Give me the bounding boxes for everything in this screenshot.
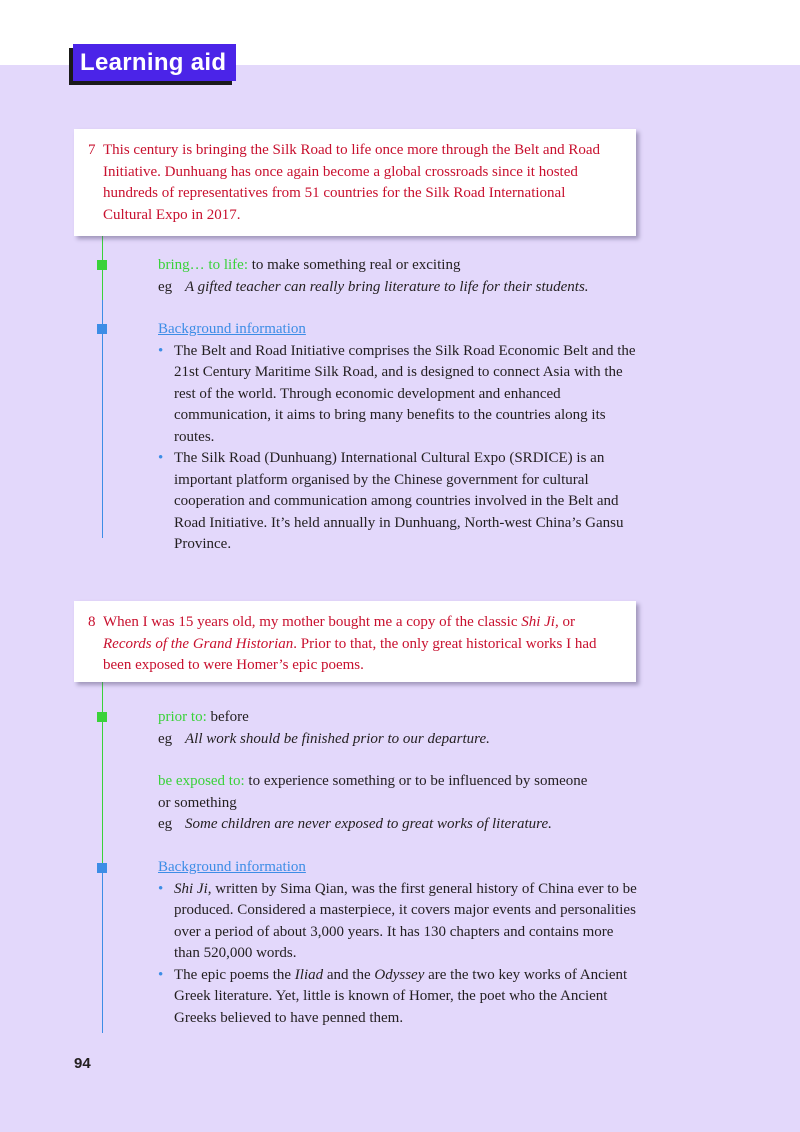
bullet-text-italic: Odyssey xyxy=(374,966,425,983)
bullet-text: The Silk Road (Dunhuang) International Cultural Expo (SRDICE) is an important platform organised by the Chinese government for cultural cooperation and communication among countries involved in the Belt and Road Initiative. It’s held annually in Dunhuang, North-west China’s Gansu Province. xyxy=(174,450,624,552)
section8-vocab-marker xyxy=(97,712,107,722)
vocab-example xyxy=(158,277,648,299)
bullet-text: are the two key works of Ancient Greek literature. Yet, little is known of Homer, the poet who the Ancient Greeks believed to have penned them. xyxy=(174,966,628,1026)
bullet-text-italic: Shi Ji xyxy=(174,880,208,897)
section8-background-info xyxy=(158,857,643,1029)
bullet-dot-icon: • xyxy=(158,450,164,466)
section8-info-marker xyxy=(97,863,107,873)
example-text: All work should be finished prior to our departure. xyxy=(185,730,490,747)
background-info-heading: Background information xyxy=(158,321,306,337)
section7-info-marker xyxy=(97,324,107,334)
section7-sentence-card xyxy=(74,129,636,236)
background-bullet xyxy=(158,341,643,449)
vocab-entry xyxy=(158,707,648,729)
bullet-dot-icon: • xyxy=(158,966,164,983)
bullet-text: The Belt and Road Initiative comprises the Silk Road Economic Belt and the 21st Century Maritime Silk Road, and is designed to connect Asia with the rest of the world. Through economic development and enhanced communication, it aims to bring many benefits to the countries along its routes. xyxy=(174,342,636,445)
background-bullet xyxy=(158,448,643,556)
bullet-text: , written by Sima Qian, was the first general history of China ever to be produced. Considered a masterpiece, it covers major events and personalities over a period of about 3,000 years. It has 130 chapters and contains more than 520,000 words. xyxy=(174,880,637,961)
sentence-part: . Prior to that, the only great historical works I had been exposed to were Homer’s epic poems. xyxy=(103,635,597,673)
background-bullets xyxy=(158,879,643,1030)
background-info-heading: Background information xyxy=(158,859,306,875)
vocab-definition: to make something real or exciting xyxy=(248,257,461,273)
section7-vocab-marker xyxy=(97,260,107,270)
example-text: Some children are never exposed to great works of literature. xyxy=(185,816,552,832)
section8-vocab-prior-to xyxy=(158,707,648,750)
eg-label: eg xyxy=(158,730,173,747)
vocab-entry xyxy=(158,771,598,814)
vocab-definition: before xyxy=(206,709,249,725)
section8-green-line xyxy=(102,681,103,863)
vocab-example xyxy=(158,814,648,836)
section7-sentence: This century is bringing the Silk Road to life once more through the Belt and Road Initiative. Dunhuang has once again become a global crossroads since it hosted hundreds of representatives from 51 countries for the Silk Road International Cultural Expo in 2017. xyxy=(103,142,600,223)
section8-blue-line xyxy=(102,863,103,1033)
eg-label: eg xyxy=(158,278,173,295)
vocab-example xyxy=(158,729,648,751)
vocab-term: prior to: xyxy=(158,709,207,725)
vocab-definition: to experience something or to be influenced by someone or something xyxy=(158,773,588,811)
learning-aid-badge: Learning aid xyxy=(73,44,236,81)
bullet-text: and the xyxy=(323,966,375,983)
section8-vocab-be-exposed-to xyxy=(158,771,598,836)
section8-sentence xyxy=(103,612,618,677)
bullet-text: The epic poems the xyxy=(174,966,295,983)
bullet-dot-icon: • xyxy=(158,342,164,359)
background-bullet xyxy=(158,879,643,965)
sentence-part-italic: Records of the Grand Historian xyxy=(103,635,294,652)
background-bullet xyxy=(158,965,643,1030)
bullet-dot-icon: • xyxy=(158,880,164,897)
vocab-term: be exposed to: xyxy=(158,773,245,789)
sentence-part-italic: Shi Ji xyxy=(521,614,555,630)
section7-number: 7 xyxy=(88,142,96,158)
section8-number: 8 xyxy=(88,614,96,630)
section7-blue-line xyxy=(102,300,103,538)
section7-background-info xyxy=(158,319,643,556)
section8-sentence-card xyxy=(74,601,636,682)
vocab-term: bring… to life: xyxy=(158,257,248,273)
bullet-text-italic: Iliad xyxy=(294,966,324,983)
example-text: A gifted teacher can really bring literature to life for their students. xyxy=(185,278,589,295)
background-bullets xyxy=(158,341,643,556)
vocab-entry xyxy=(158,255,648,277)
section7-vocab-bring-to-life xyxy=(158,255,648,298)
eg-label: eg xyxy=(158,816,173,832)
page-number: 94 xyxy=(74,1055,91,1072)
sentence-part: When I was 15 years old, my mother bought me a copy of the classic xyxy=(103,614,522,630)
sentence-part: , or xyxy=(554,614,575,630)
